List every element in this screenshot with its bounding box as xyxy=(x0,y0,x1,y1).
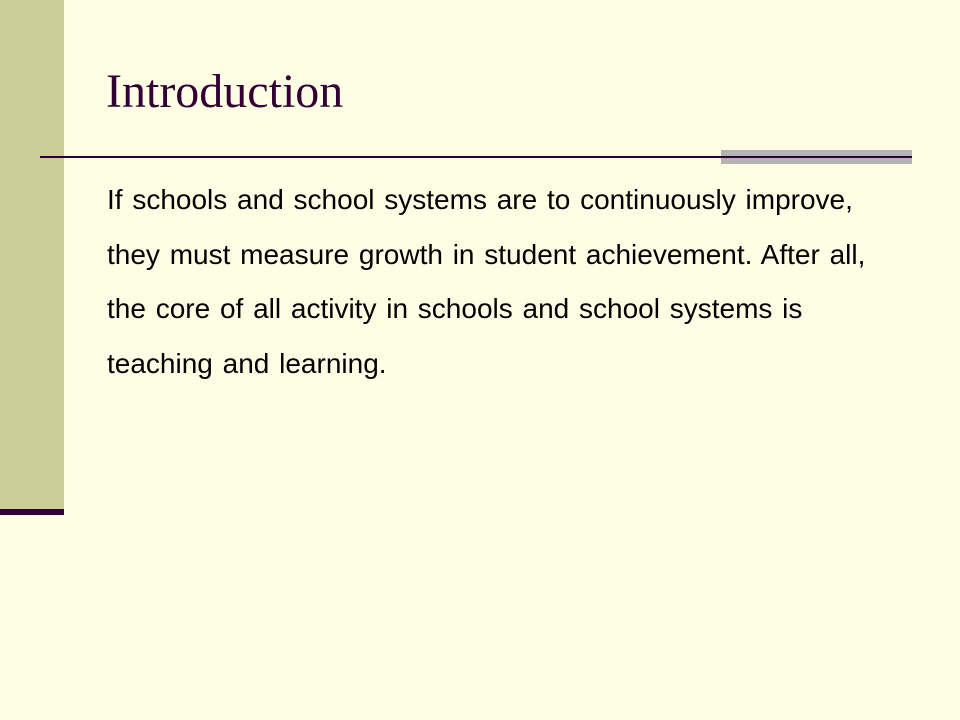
slide-title: Introduction xyxy=(106,65,344,118)
title-divider-accent xyxy=(721,150,912,164)
left-decorative-bar xyxy=(0,0,64,511)
slide-body-text: If schools and school systems are to continuously improve, they must measure growth in student achievement. After all, the core of all activity in schools and school systems is teaching and learning. xyxy=(107,184,866,379)
left-bar-underline xyxy=(0,509,64,515)
